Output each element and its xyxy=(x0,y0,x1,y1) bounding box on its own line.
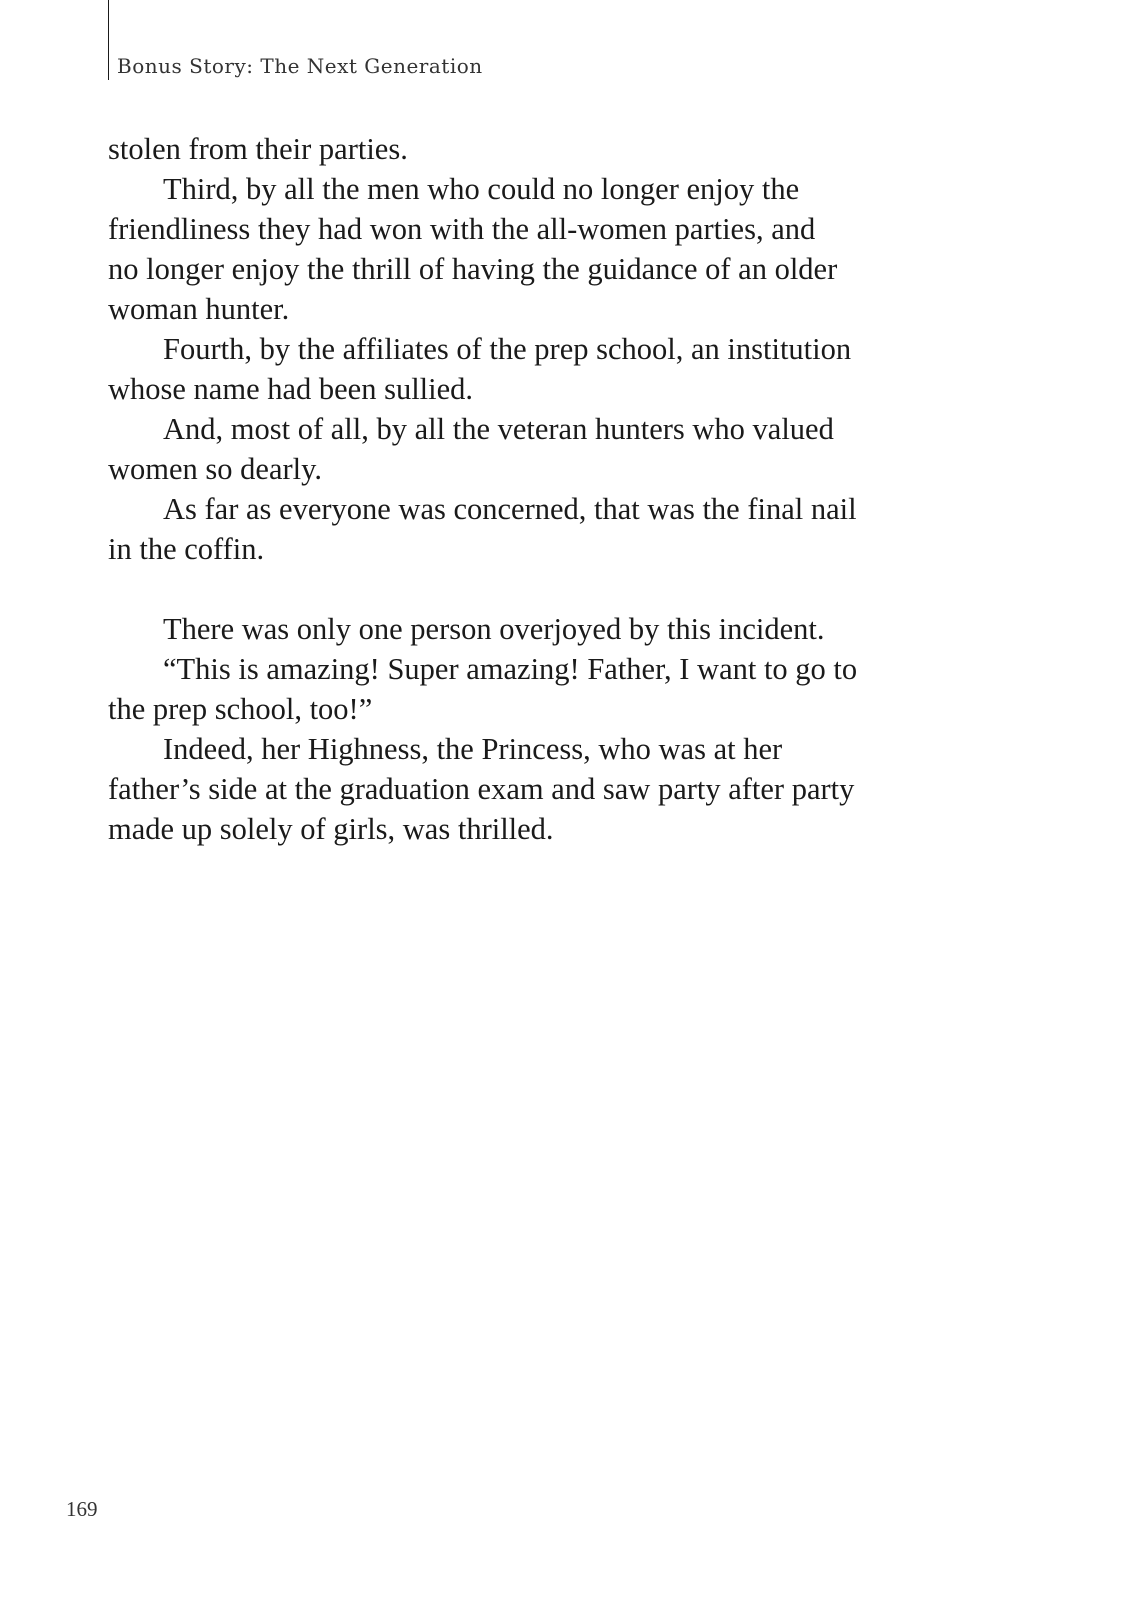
paragraph xyxy=(108,329,1008,409)
text-line: the prep school, too!” xyxy=(108,692,373,726)
text-line: “This is amazing! Super amazing! Father, I want to go to xyxy=(163,652,858,686)
text-line: As far as everyone was concerned, that was the final nail xyxy=(163,492,857,526)
header-rule xyxy=(108,0,109,80)
text-line: stolen from their parties. xyxy=(108,132,408,166)
text-line: in the coffin. xyxy=(108,532,265,566)
text-line: woman hunter. xyxy=(108,292,290,326)
text-line: father’s side at the graduation exam and saw party after party xyxy=(108,772,855,806)
section-break xyxy=(108,569,1008,609)
paragraph xyxy=(108,609,1008,649)
paragraph xyxy=(108,649,1008,729)
text-line: And, most of all, by all the veteran hunters who valued xyxy=(163,412,834,446)
paragraph xyxy=(108,409,1008,489)
paragraph xyxy=(108,489,1008,569)
text-line: no longer enjoy the thrill of having the guidance of an older xyxy=(108,252,838,286)
text-line: Fourth, by the affiliates of the prep school, an institution xyxy=(163,332,852,366)
text-line: There was only one person overjoyed by this incident. xyxy=(163,612,825,646)
paragraph xyxy=(108,729,1008,849)
paragraph xyxy=(108,169,1008,329)
body-text xyxy=(108,129,1008,849)
text-line: Indeed, her Highness, the Princess, who was at her xyxy=(163,732,783,766)
page-number: 169 xyxy=(66,1497,98,1521)
paragraph xyxy=(108,129,1008,169)
text-line: made up solely of girls, was thrilled. xyxy=(108,812,554,846)
running-header: Bonus Story: The Next Generation xyxy=(117,54,483,78)
text-line: friendliness they had won with the all-women parties, and xyxy=(108,212,816,246)
text-line: Third, by all the men who could no longer enjoy the xyxy=(163,172,800,206)
text-line: women so dearly. xyxy=(108,452,323,486)
text-line: whose name had been sullied. xyxy=(108,372,474,406)
